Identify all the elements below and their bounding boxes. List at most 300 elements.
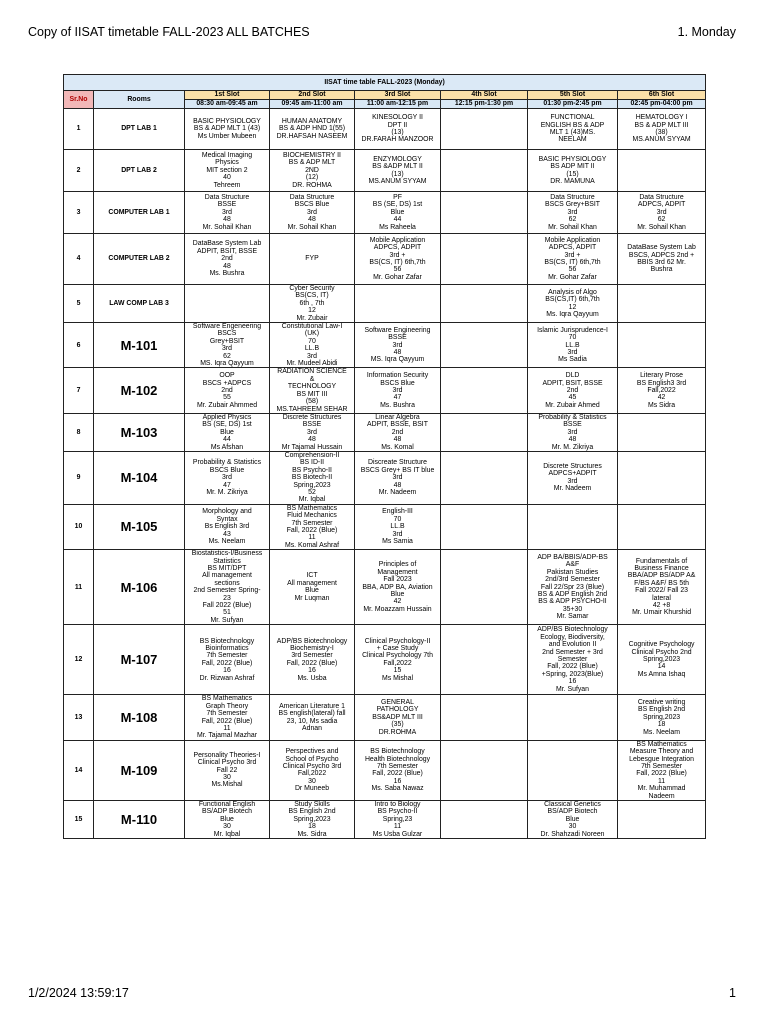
- class-cell-line: Ms Umber Mubeen: [197, 132, 257, 140]
- class-cell-line: 2nd Semester + 3rd: [542, 648, 603, 656]
- class-cell-line: 40: [223, 174, 231, 182]
- class-cell: [270, 192, 355, 234]
- class-cell-line: Lebesgue Integration: [629, 755, 694, 763]
- class-cell: [528, 695, 618, 740]
- class-cell-line: Blue: [390, 208, 405, 216]
- class-cell-line: LL.B: [565, 341, 580, 349]
- class-cell-line: HUMAN ANATOMY: [281, 117, 343, 125]
- class-cell-line: Ms. Bushra: [380, 401, 415, 409]
- class-cell-line: Applied Physics: [202, 413, 252, 421]
- row-number: 5: [64, 285, 94, 323]
- table-row: [64, 504, 706, 549]
- class-cell-line: Statistics: [213, 557, 241, 565]
- class-cell-line: BSCS: [217, 330, 237, 338]
- class-cell: [270, 625, 355, 695]
- class-cell-line: Ms Raheela: [379, 223, 416, 231]
- class-cell-line: 62: [568, 216, 577, 224]
- table-row: [64, 368, 706, 413]
- class-cell-line: DPT II: [387, 121, 408, 129]
- slot-header: 3rd Slot: [355, 91, 441, 100]
- class-cell-line: NEELAM: [558, 136, 587, 144]
- class-cell-line: BSSE: [563, 421, 582, 429]
- class-cell-line: ADP BA/BBIS/ADP-BS: [537, 553, 608, 561]
- class-cell-line: Ms. Iqra Qayyum: [546, 310, 599, 318]
- class-cell-line: Analysis of Algo: [548, 288, 597, 296]
- class-cell-line: 42: [657, 394, 666, 402]
- class-cell-line: Clinical Psycho 3rd: [282, 762, 342, 770]
- class-cell: [618, 625, 706, 695]
- class-cell-line: LL.B: [390, 523, 405, 531]
- class-cell-line: 3rd: [656, 208, 667, 216]
- class-cell-line: Mr. Tajamal Mazhar: [197, 732, 257, 740]
- class-cell-line: 42 +8: [652, 602, 671, 610]
- class-cell: [528, 413, 618, 451]
- class-cell-line: 7th Semester: [291, 519, 333, 527]
- class-cell: [441, 150, 528, 192]
- class-cell-line: FYP: [305, 255, 319, 263]
- class-cell-line: Fall, 2022 (Blue): [201, 659, 253, 667]
- class-cell-line: (38): [655, 129, 668, 136]
- class-cell-line: BBA, ADP BA, Aviation: [362, 583, 433, 591]
- table-row: [64, 800, 706, 838]
- sheet-name: 1. Monday: [677, 25, 736, 39]
- class-cell-line: 52: [308, 488, 316, 496]
- class-cell-line: 48: [308, 436, 316, 444]
- class-cell-line: BS Biotechnology: [199, 637, 255, 645]
- class-cell: [618, 150, 706, 192]
- class-cell: [618, 192, 706, 234]
- class-cell-line: 62: [223, 352, 231, 360]
- class-cell-line: 35+30: [562, 605, 583, 613]
- class-cell-line: Blue: [565, 815, 580, 823]
- class-cell-line: 11: [223, 724, 231, 732]
- class-cell-line: Probability & Statistics: [538, 413, 607, 421]
- class-cell-line: Mr. Zubair: [296, 314, 328, 322]
- class-cell: [618, 451, 706, 504]
- class-cell-line: Spring,2023: [642, 656, 681, 664]
- class-cell: [185, 368, 270, 413]
- class-cell-line: 48: [393, 348, 402, 356]
- class-cell-line: 23, 10, Ms sadia: [286, 717, 338, 725]
- class-cell-line: Ms. Sidra: [297, 830, 327, 838]
- class-cell-line: BS(CS, IT) 6th,7th: [544, 259, 601, 266]
- class-cell-line: 3rd: [567, 348, 578, 356]
- class-cell-line: BS Biotechnology: [370, 748, 425, 756]
- class-cell-line: BS MIT III: [296, 390, 328, 398]
- class-cell-line: Fall,2022: [297, 770, 327, 778]
- class-cell-line: BS Psycho-II: [377, 808, 418, 816]
- class-cell: [441, 504, 528, 549]
- class-cell-line: All management: [287, 579, 337, 587]
- class-cell-line: Spring,2023: [293, 481, 331, 489]
- class-cell-line: Blue: [390, 590, 405, 598]
- class-cell: [185, 285, 270, 323]
- class-cell-line: 30: [308, 777, 316, 785]
- class-cell-line: Mr. Gohar Zafar: [373, 273, 422, 281]
- class-cell-line: MS. Iqra Qayyum: [370, 356, 425, 364]
- class-cell-line: 70: [393, 515, 402, 523]
- class-cell: [185, 413, 270, 451]
- class-cell: [270, 504, 355, 549]
- class-cell-line: BS(CS, IT): [295, 292, 329, 300]
- class-cell-line: 2ND: [305, 166, 319, 174]
- class-cell-line: BBA/ADP BS/ADP A&: [627, 572, 696, 580]
- slot-time: 12:15 pm-1:30 pm: [441, 100, 528, 109]
- class-cell-line: Cyber Security: [289, 285, 335, 292]
- class-cell-line: Morphology and: [202, 508, 252, 516]
- class-cell: [355, 323, 441, 368]
- class-cell-line: Tehreem: [213, 181, 241, 189]
- class-cell-line: American Literature 1: [279, 702, 345, 710]
- class-cell-line: 3rd: [307, 428, 317, 436]
- class-cell-line: 3rd: [392, 474, 403, 482]
- table-row: [64, 150, 706, 192]
- class-cell: [528, 285, 618, 323]
- class-cell-line: 70: [308, 337, 316, 345]
- class-cell: [355, 192, 441, 234]
- table-row: [64, 625, 706, 695]
- class-cell-line: sections: [214, 579, 240, 587]
- row-number: 7: [64, 368, 94, 413]
- class-cell: [528, 368, 618, 413]
- class-cell-line: BS Mathematics: [286, 504, 338, 512]
- class-cell-line: Fall, 2022 (Blue): [201, 717, 253, 725]
- class-cell-line: 47: [223, 481, 231, 489]
- class-cell-line: MS.ANUM SYYAM: [368, 177, 427, 185]
- class-cell: [185, 150, 270, 192]
- class-cell: [618, 285, 706, 323]
- class-cell-line: Mr. Sohail Khan: [287, 223, 337, 231]
- slot-header: 6th Slot: [618, 91, 706, 100]
- class-cell-line: BS (SE, DS) 1st: [372, 201, 423, 209]
- row-number: 4: [64, 234, 94, 285]
- class-cell-line: Bioinformatics: [205, 644, 249, 652]
- class-cell-line: Clinical Psycho 3rd: [197, 759, 257, 767]
- class-cell-line: BSCS, ADPCS 2nd +: [628, 251, 695, 259]
- print-timestamp: 1/2/2024 13:59:17: [28, 986, 129, 1000]
- class-cell: [270, 550, 355, 625]
- class-cell: [528, 625, 618, 695]
- class-cell-line: ICT: [306, 572, 318, 580]
- class-cell: [618, 234, 706, 285]
- class-cell: [618, 695, 706, 740]
- class-cell: [270, 323, 355, 368]
- class-cell-line: 48: [308, 216, 316, 224]
- class-cell-line: 14: [657, 663, 666, 671]
- class-cell: [441, 192, 528, 234]
- class-cell-line: BS ADP MIT II: [550, 163, 595, 171]
- class-cell-line: Medical Imaging: [201, 151, 253, 159]
- class-cell-line: Literary Prose: [640, 372, 683, 380]
- class-cell-line: Fall,2022: [383, 659, 412, 667]
- class-cell-line: Clinical Psychology-II: [364, 637, 431, 645]
- class-cell-line: 3rd: [307, 208, 317, 216]
- class-cell-line: 62: [657, 216, 666, 224]
- room-name: DPT LAB 1: [94, 109, 185, 150]
- class-cell-line: (35): [391, 721, 404, 729]
- class-cell-line: BS MIT/DPT: [207, 565, 247, 573]
- class-cell-line: DR. MAMUNA: [550, 177, 595, 185]
- class-cell-line: 48: [223, 262, 231, 270]
- class-cell-line: BIOCHEMISTRY II: [283, 151, 341, 159]
- class-cell-line: BS/ADP Biotech: [547, 808, 598, 816]
- class-cell: [441, 451, 528, 504]
- class-cell-line: Adnan: [302, 724, 322, 732]
- class-cell-line: Ms Sadia: [558, 356, 587, 364]
- page-number: 1: [729, 986, 736, 1000]
- class-cell-line: Ms.Mishal: [211, 781, 243, 789]
- class-cell-line: Ms. Komal Ashraf: [285, 541, 339, 549]
- class-cell-line: Ms. Saba Nawaz: [371, 785, 424, 793]
- class-cell-line: 56: [568, 266, 577, 274]
- class-cell-line: Principles of: [378, 561, 417, 569]
- class-cell-line: 3rd: [307, 352, 317, 360]
- slot-time: 11:00 am-12:15 pm: [355, 100, 441, 109]
- class-cell-line: BBIS 3rd 62 Mr.: [637, 259, 686, 266]
- class-cell-line: Fall 2023: [383, 576, 412, 584]
- class-cell-line: 3rd Semester: [291, 652, 333, 660]
- slot-time: 01:30 pm-2:45 pm: [528, 100, 618, 109]
- class-cell-line: 45: [568, 394, 577, 402]
- class-cell-line: Grey+BSIT: [209, 337, 245, 345]
- table-row: [64, 109, 706, 150]
- class-cell-line: + Case Study: [376, 644, 419, 652]
- class-cell: [528, 800, 618, 838]
- class-cell-line: MS.ANUM SYYAM: [632, 136, 691, 144]
- class-cell-line: (58): [305, 398, 319, 406]
- class-cell-line: BSCS Blue: [209, 466, 245, 474]
- class-cell-line: 3rd: [222, 345, 232, 353]
- class-cell: [185, 550, 270, 625]
- class-cell-line: Mr. Sohail Khan: [548, 223, 597, 231]
- class-cell: [618, 413, 706, 451]
- class-cell: [185, 740, 270, 800]
- class-cell-line: 16: [568, 678, 577, 686]
- class-cell-line: 3rd: [392, 341, 403, 349]
- class-cell-line: BS & ADP MLT 1 (43): [193, 125, 261, 133]
- class-cell-line: 15: [393, 667, 402, 675]
- class-cell-line: BS/ADP Biotech: [201, 808, 253, 816]
- class-cell-line: Fall, 2022 (Blue): [636, 770, 687, 778]
- class-cell: [618, 368, 706, 413]
- class-cell-line: Bushra: [650, 266, 673, 274]
- class-cell-line: Discreate Structure: [368, 459, 427, 467]
- class-cell-line: Nadeem: [648, 792, 675, 800]
- table-row: [64, 451, 706, 504]
- class-cell-line: 11: [657, 777, 666, 785]
- class-cell-line: 3rd: [567, 208, 578, 216]
- class-cell-line: BSCS Blue: [294, 201, 330, 209]
- class-cell-line: Pakistan Studies: [546, 568, 599, 576]
- class-cell: [185, 504, 270, 549]
- class-cell-line: Software Engineering: [364, 326, 431, 334]
- class-cell-line: Fall 22/Spr 23 (Blue): [540, 583, 605, 591]
- class-cell: [185, 234, 270, 285]
- class-cell-line: Ms Usba Gulzar: [372, 830, 423, 838]
- class-cell-line: BS English3 3rd: [636, 379, 687, 387]
- class-cell-line: 30: [223, 823, 231, 831]
- class-cell-line: Mr. Nadeem: [378, 488, 417, 496]
- class-cell-line: BS Biotech-II: [291, 474, 333, 482]
- class-cell: [185, 109, 270, 150]
- class-cell-line: 16: [223, 667, 231, 675]
- class-cell-line: Business Finance: [634, 565, 689, 573]
- class-cell-line: BSCS Grey+BSIT: [545, 201, 600, 209]
- class-cell-line: Bs English 3rd: [204, 523, 250, 531]
- class-cell-line: 51: [223, 609, 231, 617]
- class-cell-line: 55: [223, 394, 231, 402]
- class-cell-line: Mr. Zubair Ahmmed: [196, 401, 258, 409]
- class-cell-line: Fall 22: [216, 766, 238, 774]
- class-cell: [355, 109, 441, 150]
- class-cell: [355, 234, 441, 285]
- class-cell-line: Mr. Iqbal: [298, 496, 326, 504]
- class-cell-line: (13): [391, 170, 404, 178]
- class-cell-line: 6th , 7th: [299, 299, 325, 307]
- class-cell-line: Biochemistry-I: [290, 644, 334, 652]
- class-cell: [270, 285, 355, 323]
- class-cell-line: OOP: [219, 372, 235, 380]
- class-cell-line: Fall, 2022 (Blue): [372, 770, 423, 778]
- class-cell-line: DataBase System Lab: [192, 240, 262, 248]
- table-row: [64, 323, 706, 368]
- row-number: 9: [64, 451, 94, 504]
- class-cell-line: Measure Theory and: [629, 748, 694, 756]
- class-cell-line: Clinical Psycho 2nd: [631, 648, 692, 656]
- class-cell-line: Perspectives and: [285, 748, 339, 756]
- class-cell: [355, 550, 441, 625]
- class-cell-line: BASIC PHYSIOLOGY: [193, 117, 261, 125]
- class-cell-line: BSCS +ADPCS: [202, 379, 252, 387]
- class-cell-line: Mr. M. Zikriya: [206, 488, 248, 496]
- class-cell-line: Fall, 2022 (Blue): [286, 659, 338, 667]
- table-row: [64, 550, 706, 625]
- class-cell: [618, 550, 706, 625]
- slot-time: 02:45 pm-04:00 pm: [618, 100, 706, 109]
- class-cell-line: BS English 2nd: [637, 706, 686, 714]
- class-cell: [528, 192, 618, 234]
- class-cell-line: Ms. Neelam: [208, 538, 246, 546]
- class-cell-line: +Spring, 2023(Blue): [541, 670, 604, 678]
- class-cell: [270, 740, 355, 800]
- class-cell-line: BSCS Grey+ BS IT blue: [360, 466, 435, 474]
- class-cell-line: BS english(lateral) fall: [278, 710, 346, 718]
- class-cell-line: 3rd +: [389, 251, 406, 259]
- class-cell-line: Personality Theories-I: [193, 751, 261, 759]
- class-cell-line: DR.HAFSAH NASEEM: [276, 132, 348, 140]
- class-cell-line: 11: [308, 534, 316, 542]
- class-cell-line: Data Structure: [204, 193, 250, 201]
- class-cell-line: MS. Iqra Qayyum: [200, 360, 254, 368]
- class-cell-line: ADPIT, BSIT, BSSE: [542, 379, 603, 387]
- class-cell: [355, 150, 441, 192]
- class-cell: [528, 234, 618, 285]
- slot-header: 2nd Slot: [270, 91, 355, 100]
- class-cell-line: Linear Algebra: [375, 413, 420, 421]
- class-cell-line: 12: [308, 307, 316, 315]
- row-number: 1: [64, 109, 94, 150]
- class-cell-line: School of Psycho: [285, 755, 339, 763]
- class-cell-line: 30: [568, 823, 577, 831]
- rooms-header: Rooms: [94, 91, 185, 109]
- class-cell-line: DataBase System Lab: [627, 244, 696, 252]
- class-cell-line: Ms. Bushra: [209, 270, 245, 278]
- class-cell-line: Graph Theory: [205, 702, 249, 710]
- class-cell-line: BSSE: [388, 334, 407, 342]
- class-cell-line: 30: [223, 774, 231, 782]
- class-cell-line: FUNCTIONAL: [550, 114, 595, 122]
- class-cell-line: ADPCS, ADPIT: [373, 244, 422, 252]
- class-cell-line: Ms. Usba: [297, 674, 327, 682]
- class-cell-line: Islamic Jurisprudence-I: [537, 326, 608, 334]
- class-cell: [441, 800, 528, 838]
- class-cell-line: 2nd/3rd Semester: [545, 576, 600, 584]
- class-cell-line: ADPIT, BSSE, BSIT: [367, 421, 428, 429]
- class-cell: [270, 109, 355, 150]
- class-cell-line: 44: [393, 216, 402, 224]
- class-cell: [441, 550, 528, 625]
- class-cell: [441, 109, 528, 150]
- class-cell-line: 7th Semester: [206, 710, 248, 718]
- class-cell: [528, 740, 618, 800]
- class-cell-line: Mr Luqman: [294, 594, 330, 602]
- class-cell-line: Blue: [305, 587, 319, 595]
- class-cell-line: Functional English: [198, 800, 256, 808]
- class-cell-line: Blue: [220, 428, 234, 436]
- row-number: 3: [64, 192, 94, 234]
- class-cell: [441, 368, 528, 413]
- class-cell-line: Mr. M. Zikriya: [551, 443, 594, 451]
- class-cell-line: 3rd: [392, 386, 403, 394]
- class-cell-line: Mr. Iqbal: [213, 830, 241, 838]
- class-cell: [441, 625, 528, 695]
- class-cell-line: KINESOLOGY II: [372, 114, 423, 122]
- class-cell: [528, 323, 618, 368]
- class-cell-line: and Evolution II: [548, 641, 597, 649]
- class-cell-line: 42: [393, 598, 402, 606]
- row-number: 2: [64, 150, 94, 192]
- room-name: M-110: [94, 800, 185, 838]
- room-name: M-107: [94, 625, 185, 695]
- class-cell-line: Syntax: [216, 515, 238, 523]
- class-cell-line: PF: [393, 193, 402, 201]
- class-cell-line: 70: [568, 334, 577, 342]
- class-cell-line: Mr. Zubair Ahmed: [545, 401, 600, 409]
- class-cell: [185, 800, 270, 838]
- class-cell-line: PATHOLOGY: [376, 706, 419, 714]
- class-cell: [185, 323, 270, 368]
- class-cell: [528, 451, 618, 504]
- room-name: M-108: [94, 695, 185, 740]
- class-cell: [270, 413, 355, 451]
- class-cell: [618, 323, 706, 368]
- class-cell: [355, 285, 441, 323]
- class-cell: [618, 504, 706, 549]
- class-cell-line: ADPCS+ADPIT: [548, 470, 597, 478]
- class-cell-line: Mr. Samar: [556, 613, 589, 621]
- class-cell-line: Dr. Shahzadi Noreen: [540, 830, 605, 838]
- class-cell-line: BS &ADP MLT II: [372, 163, 423, 171]
- class-cell-line: Health Biotechnology: [364, 755, 431, 763]
- class-cell-line: Spring,2023: [642, 713, 681, 721]
- row-number: 15: [64, 800, 94, 838]
- class-cell-line: DLD: [565, 372, 580, 380]
- class-cell-line: 16: [393, 777, 402, 785]
- table-row: [64, 285, 706, 323]
- class-cell-line: Ecology, Biodiversity,: [540, 633, 605, 641]
- class-cell-line: Mr. Sufyan: [210, 616, 244, 624]
- class-cell-line: 23: [223, 594, 231, 602]
